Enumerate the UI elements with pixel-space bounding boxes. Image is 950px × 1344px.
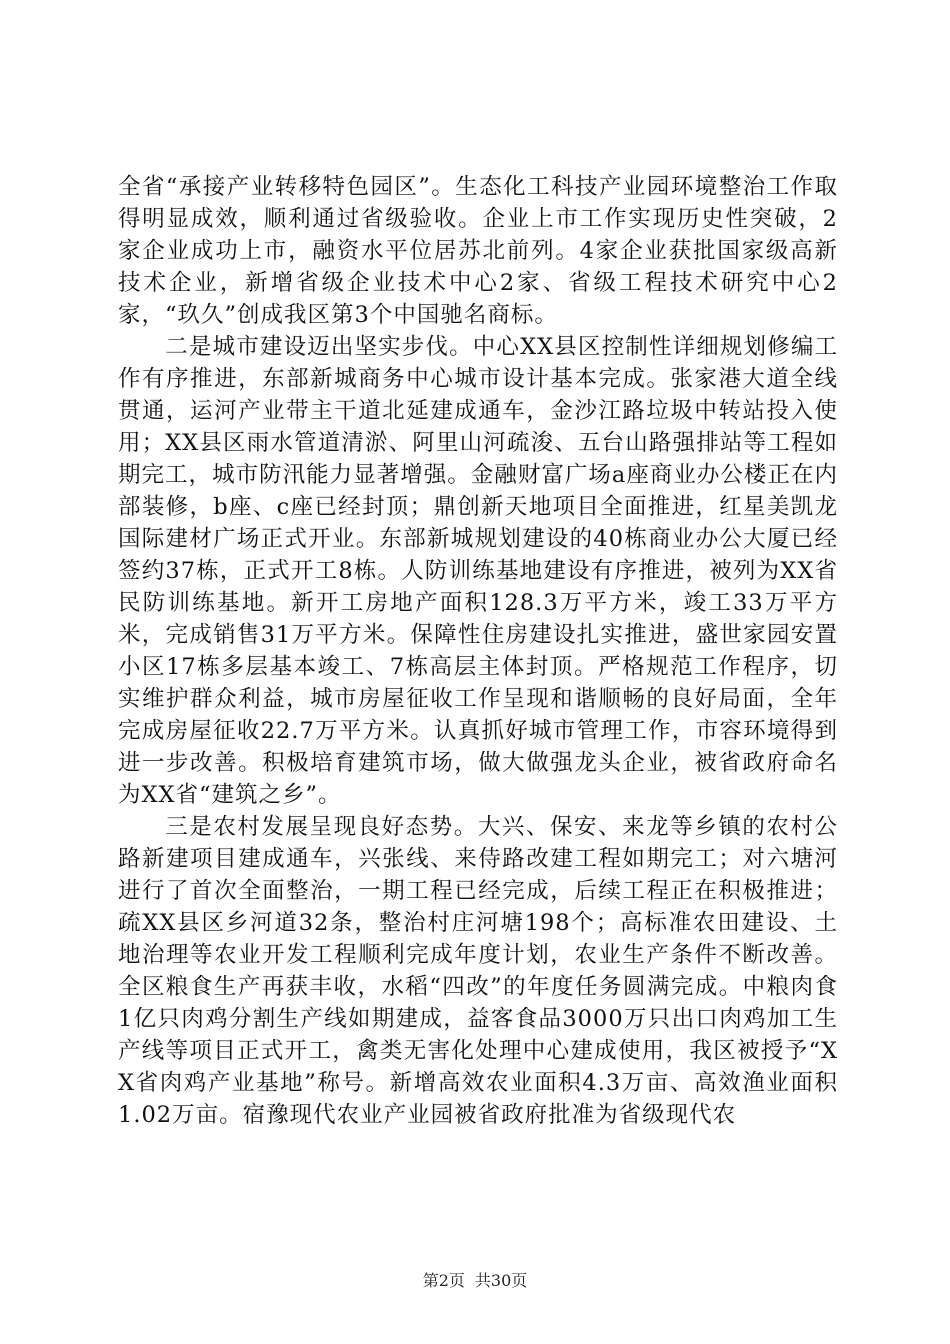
paragraph-rural-development: 三是农村发展呈现良好态势。大兴、保安、来龙等乡镇的农村公路新建项目建成通车，兴张线、来侍路改建工程如期完工；对六塘河进行了首次全面整治，一期工程已经完成，后续工程正在积极推进；疏XX县区乡河道32条，整治村庄河塘198个；高标准农田建设、土地治理等农业开发工程顺利完成年度计划，农业生产条件不断改善。全区粮食生产再获丰收，水稻“四改”的年度任务圆满完成。中粮肉食1亿只肉鸡分割生产线如期建成，益客食品3000万只出口肉鸡加工生产线等项目正式开工，禽类无害化处理中心建成使用，我区被授予“XX省肉鸡产业基地”称号。新增高效农业面积4.3万亩、高效渔业面积1.02万亩。宿豫现代农业产业园被省政府批准为省级现代农 — [118, 814, 838, 1128]
page-footer — [0, 1268, 950, 1291]
page-number-current: 第2页 — [422, 1271, 465, 1290]
paragraph-urban-construction: 二是城市建设迈出坚实步伐。中心XX县区控制性详细规划修编工作有序推进，东部新城商务中心城市设计基本完成。张家港大道全线贯通，运河产业带主干道北延建成通车，金沙江路垃圾中转站投入使用；XX县区雨水管道清淤、阿里山河疏浚、五台山路强排站等工程如期完工，城市防汛能力显著增强。金融财富广场a座商业办公楼正在内部装修，b座、c座已经封顶；鼎创新天地项目全面推进，红星美凯龙国际建材广场正式开业。东部新城规划建设的40栋商业办公大厦已经签约37栋，正式开工8栋。人防训练基地建设有序推进，被列为XX省民防训练基地。新开工房地产面积128.3万平方米，竣工33万平方米，完成销售31万平方米。保障性住房建设扎实推进，盛世家园安置小区17栋多层基本竣工、7栋高层主体封顶。严格规范工作程序，切实维护群众利益，城市房屋征收工作呈现和谐顺畅的良好局面，全年完成房屋征收22.7万平方米。认真抓好城市管理工作，市容环境得到进一步改善。积极培育建筑市场，做大做强龙头企业，被省政府命名为XX省“建筑之乡”。 — [118, 334, 838, 808]
page-number-total: 共30页 — [474, 1271, 528, 1290]
document-body — [118, 171, 838, 1131]
paragraph-industry: 全省“承接产业转移特色园区”。生态化工科技产业园环境整治工作取得明显成效，顺利通过省级验收。企业上市工作实现历史性突破，2家企业成功上市，融资水平位居苏北前列。4家企业获批国家级高新技术企业，新增省级企业技术中心2家、省级工程技术研究中心2家，“玖久”创成我区第3个中国驰名商标。 — [118, 174, 838, 328]
